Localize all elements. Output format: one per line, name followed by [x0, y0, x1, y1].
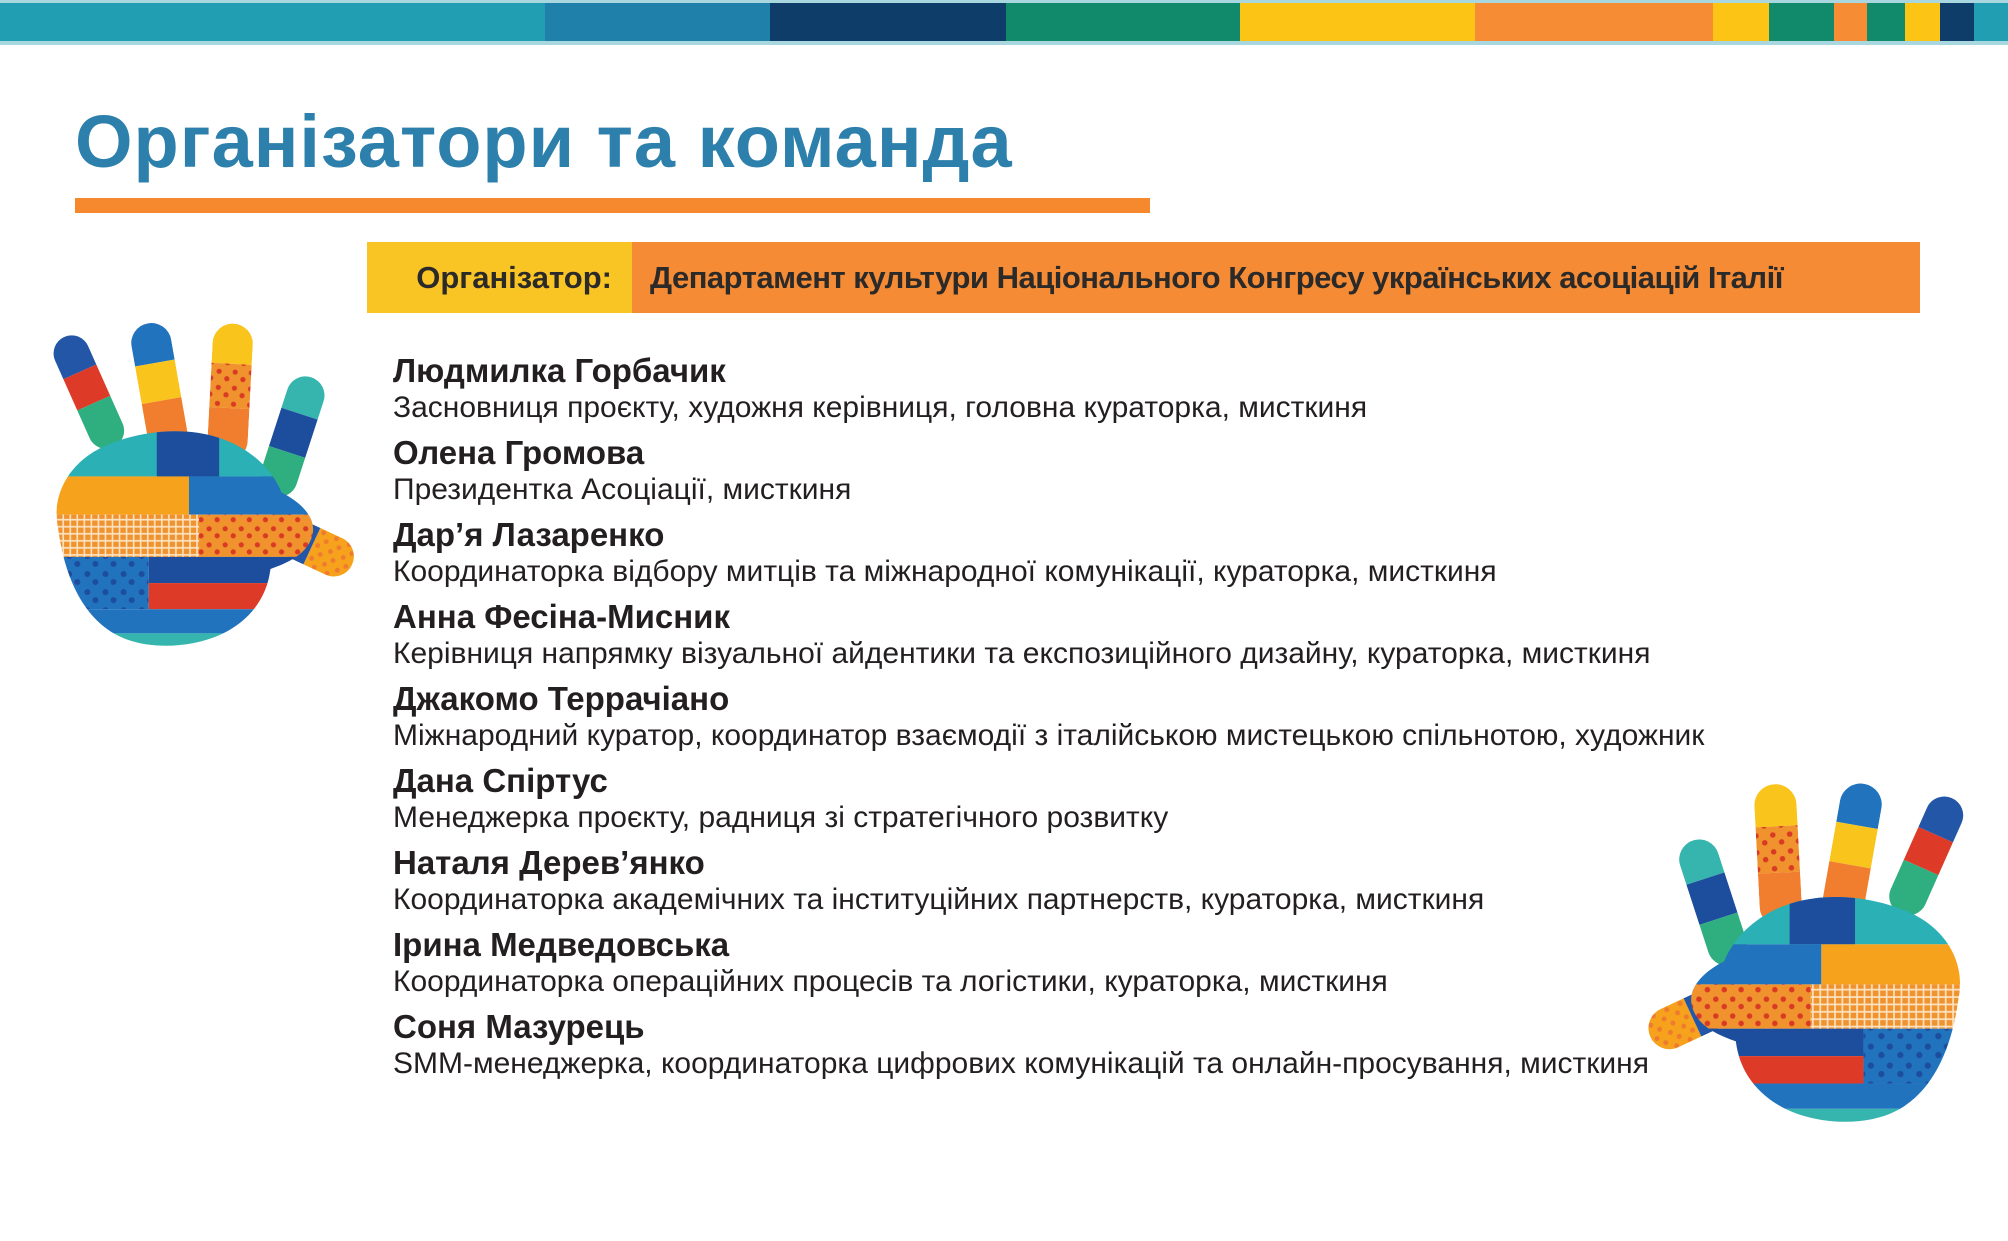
team-member-role: Керівниця напрямку візуальної айдентики та експозиційного дизайну, кураторка, мисткиня — [393, 637, 1651, 670]
color-bar-segment — [545, 3, 770, 41]
team-member — [393, 352, 1773, 425]
team-member-role: Засновниця проєкту, художня керівниця, головна кураторка, мисткиня — [393, 391, 1368, 424]
handprint-right-image — [1642, 775, 1990, 1140]
organizer-badge-label: Організатор: — [367, 242, 632, 313]
team-member-role: Міжнародний куратор, координатор взаємодії з італійською мистецькою спільнотою, художник — [393, 719, 1705, 752]
organizer-badge — [367, 242, 1920, 313]
color-bar-segment — [1769, 3, 1834, 41]
color-bar-segment — [1867, 3, 1905, 41]
team-member-name: Джакомо Террачіано — [393, 680, 730, 717]
team-member-role: Координаторка академічних та інституційних партнерств, кураторка, мисткиня — [393, 883, 1485, 916]
color-bar-segment — [1006, 3, 1240, 41]
team-member — [393, 926, 1773, 999]
team-list — [393, 352, 1773, 1090]
color-bar-segment — [1974, 3, 2008, 41]
team-member — [393, 598, 1773, 671]
team-member — [393, 844, 1773, 917]
team-member — [393, 1008, 1773, 1081]
color-bar-segment — [1713, 3, 1769, 41]
color-bar-segment — [0, 3, 545, 41]
team-member — [393, 680, 1773, 753]
team-member — [393, 434, 1773, 507]
color-bar-segment — [1905, 3, 1940, 41]
team-member — [393, 762, 1773, 835]
team-member-role: Президентка Асоціації, мисткиня — [393, 473, 852, 506]
color-bar-segment — [1834, 3, 1867, 41]
organizer-badge-value: Департамент культури Національного Конгресу українських асоціацій Італії — [632, 242, 1920, 313]
team-member-name: Дана Спіртус — [393, 762, 608, 799]
team-member — [393, 516, 1773, 589]
team-member-name: Наталя Дерев’янко — [393, 844, 705, 881]
team-member-name: Дар’я Лазаренко — [393, 516, 665, 553]
color-bar-segment — [1475, 3, 1713, 41]
color-bar-segment — [1240, 3, 1475, 41]
handprint-left-image — [28, 315, 360, 663]
color-bar-segment — [1940, 3, 1974, 41]
team-member-name: Олена Громова — [393, 434, 645, 471]
team-member-name: Людмилка Горбачик — [393, 352, 726, 389]
team-member-role: Координаторка операційних процесів та логістики, кураторка, мисткиня — [393, 965, 1388, 998]
team-member-role: Менеджерка проєкту, радниця зі стратегічного розвитку — [393, 801, 1169, 834]
top-color-bar — [0, 0, 2008, 45]
team-member-role: SMM-менеджерка, координаторка цифрових комунікацій та онлайн-просування, мисткиня — [393, 1047, 1649, 1080]
team-member-role: Координаторка відбору митців та міжнародної комунікації, кураторка, мисткиня — [393, 555, 1497, 588]
team-member-name: Соня Мазурець — [393, 1008, 645, 1045]
title-underline — [75, 198, 1150, 213]
page-title: Організатори та команда — [75, 100, 1013, 183]
team-member-name: Анна Фесіна-Мисник — [393, 598, 730, 635]
team-member-name: Ірина Медведовська — [393, 926, 730, 963]
color-bar-segment — [770, 3, 1006, 41]
